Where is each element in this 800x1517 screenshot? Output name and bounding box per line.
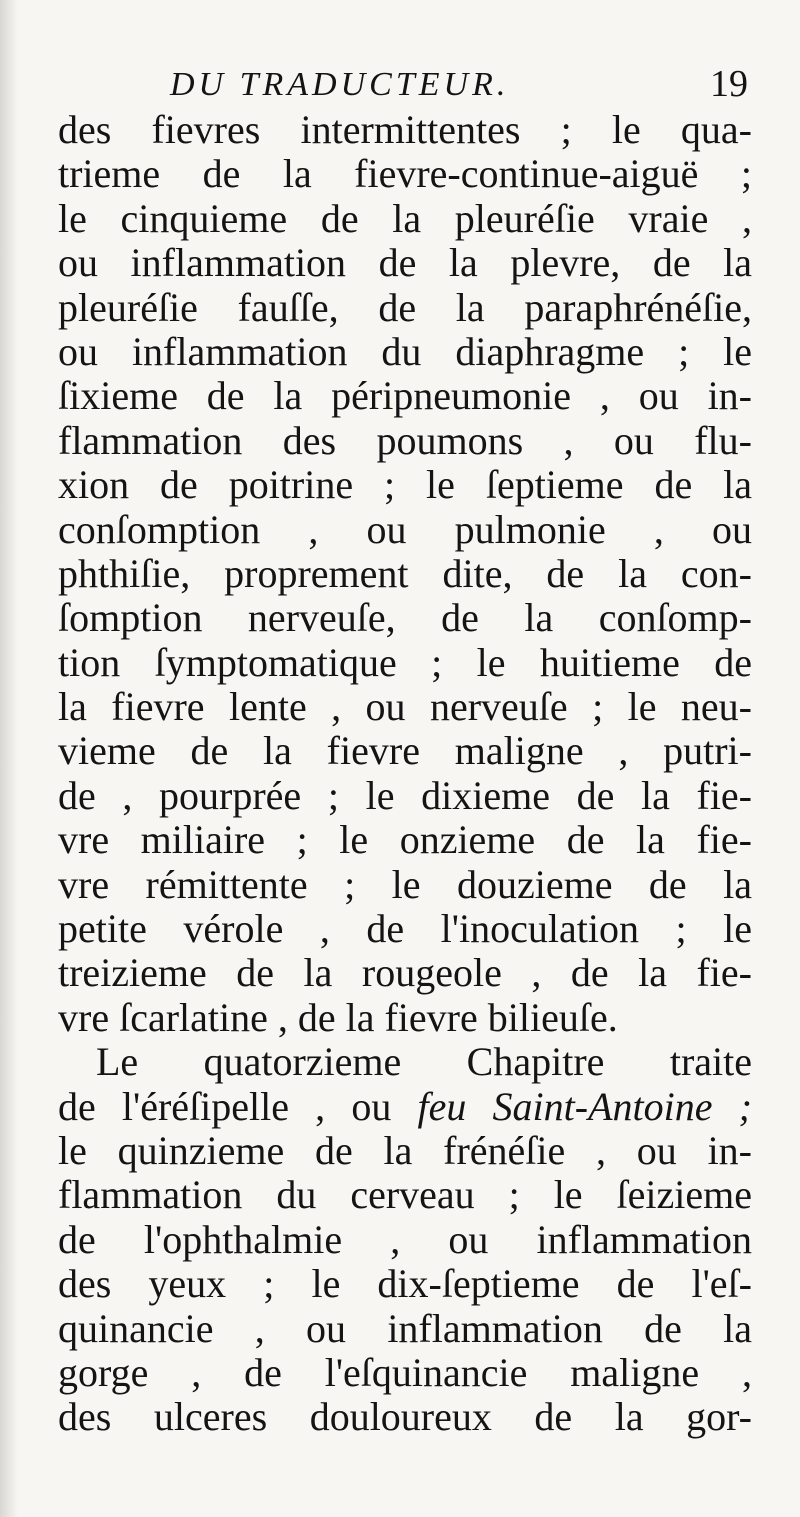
text-line: vre ſcarlatine , de la fievre bilieuſe. (58, 994, 618, 1040)
body-text (58, 108, 752, 1440)
text-line: Le quatorzieme Chapitre traite (96, 1039, 752, 1085)
text-line: ou inflammation du diaphragme ; le (58, 328, 752, 374)
text-line: des yeux ; le dix-ſeptieme de l'eſ- (58, 1261, 752, 1307)
text-run: de l'éréſipelle , ou (58, 1083, 418, 1129)
text-line: quinancie , ou inflammation de la (58, 1305, 752, 1351)
italic-text-run: feu Saint-Antoine ; (417, 1083, 752, 1129)
text-line: ou inflammation de la plevre, de la (58, 240, 752, 286)
text-line: phthiſie, proprement dite, de la con- (58, 550, 752, 596)
running-head (170, 58, 748, 108)
text-line: vre miliaire ; le onzieme de la fie- (58, 817, 752, 863)
text-line: conſomption , ou pulmonie , ou (58, 506, 752, 552)
text-line: vieme de la fievre maligne , putri- (58, 728, 752, 774)
text-line: pleuréſie fauſſe, de la paraphrénéſie, (58, 284, 752, 330)
text-line: vre rémittente ; le douzieme de la (58, 861, 752, 907)
text-line: de , pourprée ; le dixieme de la fie- (58, 772, 752, 818)
text-line: flammation du cerveau ; le ſeizieme (58, 1172, 752, 1218)
text-line: de l'ophthalmie , ou inflammation (58, 1216, 752, 1262)
text-line: flammation des poumons , ou flu- (58, 417, 752, 463)
text-line: ſomption nerveuſe, de la conſomp- (58, 595, 752, 641)
text-line: xion de poitrine ; le ſeptieme de la (58, 462, 752, 508)
text-line: ſixieme de la péripneumonie , ou in- (58, 373, 752, 419)
text-line (58, 1085, 752, 1129)
page-number: 19 (710, 63, 748, 105)
text-line: des ulceres douloureux de la gor- (58, 1394, 752, 1440)
paragraph-2 (58, 1040, 752, 1440)
text-line: tion ſymptomatique ; le huitieme de (58, 639, 752, 685)
text-line: des fievres intermittentes ; le qua- (58, 107, 752, 152)
text-line: la fievre lente , ou nerveuſe ; le neu- (58, 684, 752, 730)
text-line: le cinquieme de la pleuréſie vraie , (58, 195, 752, 241)
running-title: DU TRADUCTEUR. (170, 66, 510, 103)
text-line: trieme de la fievre-continue-aiguë ; (58, 151, 752, 197)
text-line: petite vérole , de l'inoculation ; le (58, 906, 752, 952)
text-line: treizieme de la rougeole , de la fie- (58, 950, 752, 996)
text-line: gorge , de l'eſquinancie maligne , (58, 1349, 752, 1395)
paragraph-1 (58, 108, 752, 1040)
text-line: le quinzieme de la frénéſie , ou in- (58, 1127, 752, 1173)
